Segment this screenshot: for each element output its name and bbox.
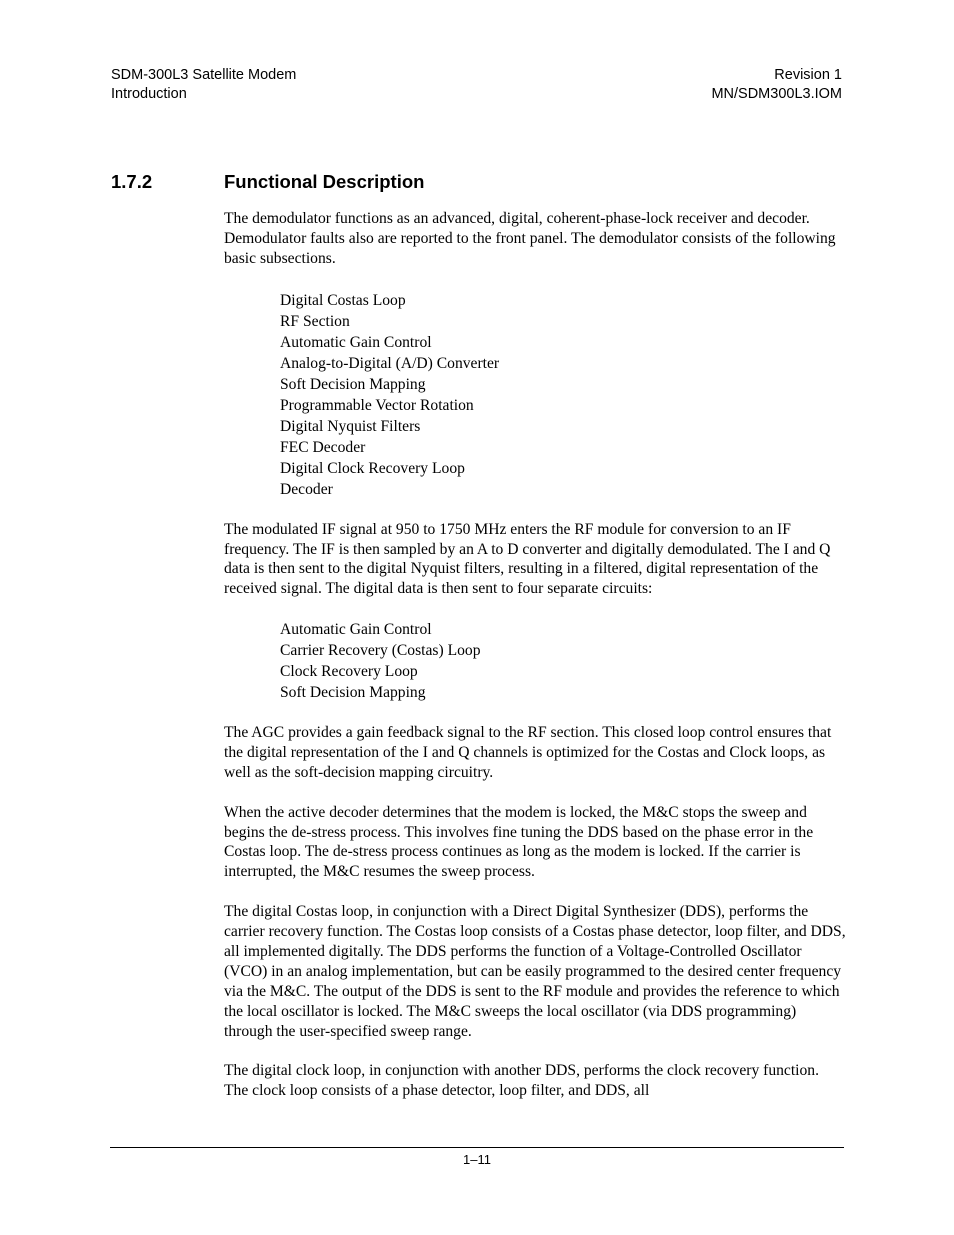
list-item: Carrier Recovery (Costas) Loop [280, 642, 481, 660]
list-item: Soft Decision Mapping [280, 684, 426, 702]
list-item: Digital Costas Loop [280, 291, 406, 309]
list-item: Digital Nyquist Filters [280, 417, 421, 435]
list-item: Analog-to-Digital (A/D) Converter [280, 354, 500, 372]
paragraph: The AGC provides a gain feedback signal to the RF section. This closed loop control ensures that the digital representation of the I and Q channels is optimized for the Costas and Clock loops, as well as the soft-decision mapping circuitry. [224, 724, 832, 781]
header-product: SDM-300L3 Satellite Modem [111, 67, 297, 83]
running-header-left [111, 66, 296, 104]
subsection-list [224, 290, 846, 500]
list-item: Digital Clock Recovery Loop [280, 459, 465, 477]
header-doc-id: MN/SDM300L3.IOM [711, 86, 842, 102]
list-item: Automatic Gain Control [280, 333, 432, 351]
page-number: 1–11 [463, 1152, 491, 1167]
paragraph: The demodulator functions as an advanced, digital, coherent-phase-lock receiver and decoder. Demodulator faults also are reported to the front panel. The demodulator consists of the following basic subsections. [224, 210, 836, 267]
paragraph: The modulated IF signal at 950 to 1750 MHz enters the RF module for conversion to an IF frequency. The IF is then sampled by an A to D converter and digitally demodulated. The I and Q data is then sent to the digital Nyquist filters, resulting in a filtered, digital representation of the received signal. The digital data is then sent to four separate circuits: [224, 520, 831, 598]
section-heading [111, 170, 424, 194]
list-item: Automatic Gain Control [280, 621, 432, 639]
paragraph: The digital Costas loop, in conjunction with a Direct Digital Synthesizer (DDS), performs the carrier recovery function. The Costas loop consists of a Costas phase detector, loop filter, and DDS, all implemented digitally. The DDS performs the function of a Voltage-Controlled Oscillator (VCO) in an analog implementation, but can be easily programmed to the desired center frequency via the M&C. The output of the DDS is sent to the RF module and provides the reference to which the local oscillator is locked. The M&C sweeps the local oscillator (via DDS programming) through the user-specified sweep range. [224, 903, 846, 1040]
paragraph: The digital clock loop, in conjunction with another DDS, performs the clock recovery function. The clock loop consists of a phase detector, loop filter, and DDS, all [224, 1062, 819, 1100]
body-text [224, 209, 846, 1121]
list-item: Decoder [280, 480, 333, 498]
header-chapter: Introduction [111, 86, 187, 102]
header-revision: Revision 1 [774, 67, 842, 83]
list-item: Clock Recovery Loop [280, 663, 418, 681]
paragraph: When the active decoder determines that the modem is locked, the M&C stops the sweep and begins the de-stress process. This involves fine tuning the DDS based on the phase error in the Costas loop. The de-stress process continues as long as the modem is locked. If the carrier is interrupted, the M&C resumes the sweep process. [224, 803, 814, 881]
circuit-list [224, 619, 846, 703]
running-header-right [711, 66, 842, 104]
list-item: RF Section [280, 312, 350, 330]
section-title: Functional Description [224, 171, 425, 192]
list-item: Programmable Vector Rotation [280, 396, 474, 414]
section-number: 1.7.2 [111, 171, 153, 192]
list-item: FEC Decoder [280, 438, 366, 456]
list-item: Soft Decision Mapping [280, 375, 426, 393]
footer-divider [110, 1147, 844, 1148]
